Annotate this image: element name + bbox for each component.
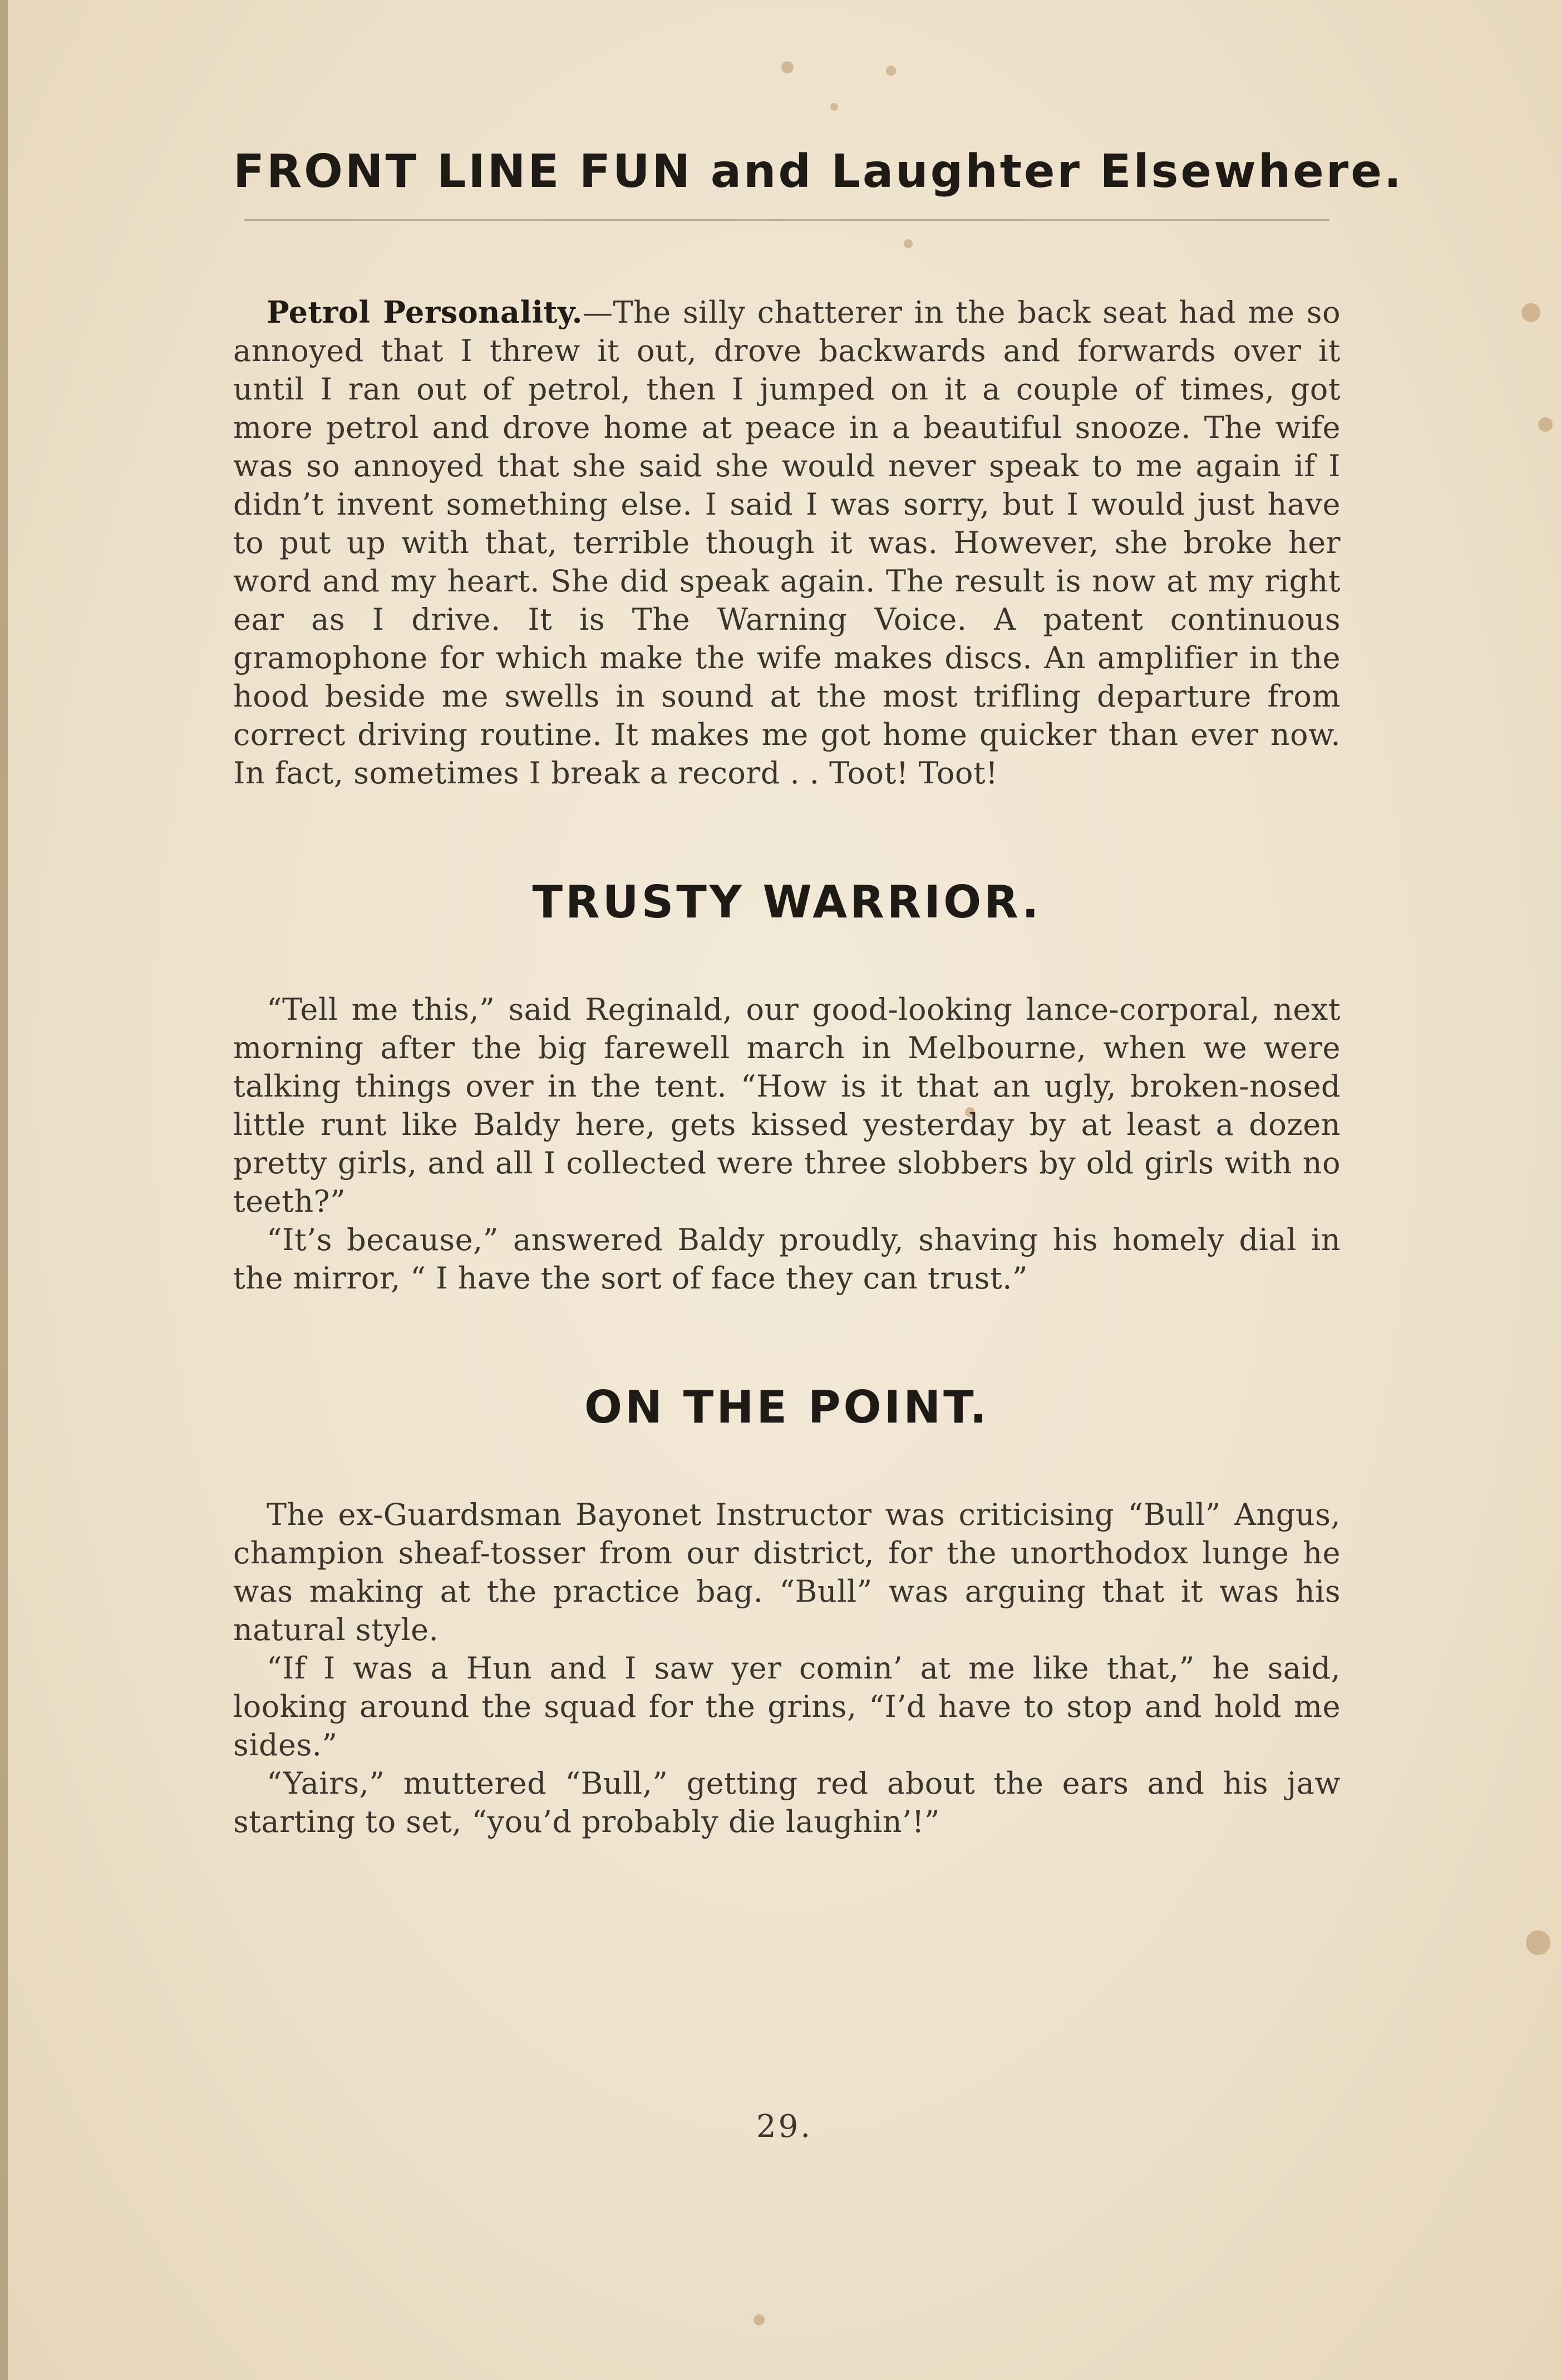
section-trusty-paragraph-1: “Tell me this,” said Reginald, our good-looking lance-corporal, next morning after the big farewell march in Melbourne, when we were talking things over in the tent. “How is it that an ugly, broken-nosed little runt like Baldy here, gets kissed yesterday by at least a dozen pretty girls, and all I collected were three slobbers by old girls with no teeth?” — [233, 992, 1341, 1219]
section-petrol-paragraph — [233, 293, 1341, 792]
stain-mark — [886, 66, 896, 76]
section-heading-on-the-point: ON THE POINT. — [584, 1381, 989, 1434]
stain-mark — [1538, 417, 1553, 432]
page-content — [233, 145, 1404, 1841]
stain-mark — [1521, 303, 1540, 322]
page-number: 29. — [756, 2109, 813, 2145]
section-petrol-text: —The silly chatterer in the back seat had me so annoyed that I threw it out, drove backwards and forwards over it until I ran out of petrol, then I jumped on it a couple of times, got more petrol and drove home at peace in a beautiful snooze. The wife was so annoyed that she said she would never speak to me again if I didn’t invent something else. I said I was sorry, but I would just have to put up with that, terrible though it was. However, she broke her word and my heart. She did speak again. The result is now at my right ear as I drive. It is The Warning Voice. A patent continuous gramophone for which make the wife makes discs. An amplifier in the hood beside me swells in sound at the most trifling departure from correct driving routine. It makes me got home quicker than ever now. In fact, sometimes I break a record . . Toot! Toot! — [233, 295, 1341, 791]
section-point-paragraph-1: The ex-Guardsman Bayonet Instructor was criticising “Bull” Angus, champion sheaf-tosser from our district, for the unorthodox lunge he was making at the practice bag. “Bull” was arguing that it was his natural style. — [233, 1497, 1341, 1648]
section-trusty-paragraph-2: “It’s because,” answered Baldy proudly, shaving his homely dial in the mirror, “ I have the sort of face they can trust.” — [233, 1222, 1341, 1296]
stain-mark — [1526, 1930, 1550, 1955]
title-divider — [244, 219, 1329, 221]
stain-mark — [830, 103, 838, 111]
stain-mark — [781, 61, 794, 73]
section-heading-trusty-warrior: TRUSTY WARRIOR. — [532, 876, 1042, 929]
stain-mark — [754, 2314, 765, 2325]
section-point-paragraph-3: “Yairs,” muttered “Bull,” getting red about the ears and his jaw starting to set, “you’d probably die laughin’!” — [233, 1766, 1341, 1840]
section-point-paragraph-2: “If I was a Hun and I saw yer comin’ at me like that,” he said, looking around the squad for the grins, “I’d have to stop and hold me sides.” — [233, 1651, 1341, 1763]
section-petrol-lead: Petrol Personality. — [267, 294, 583, 330]
page-title: FRONT LINE FUN and Laughter Elsewhere. — [233, 145, 1404, 198]
